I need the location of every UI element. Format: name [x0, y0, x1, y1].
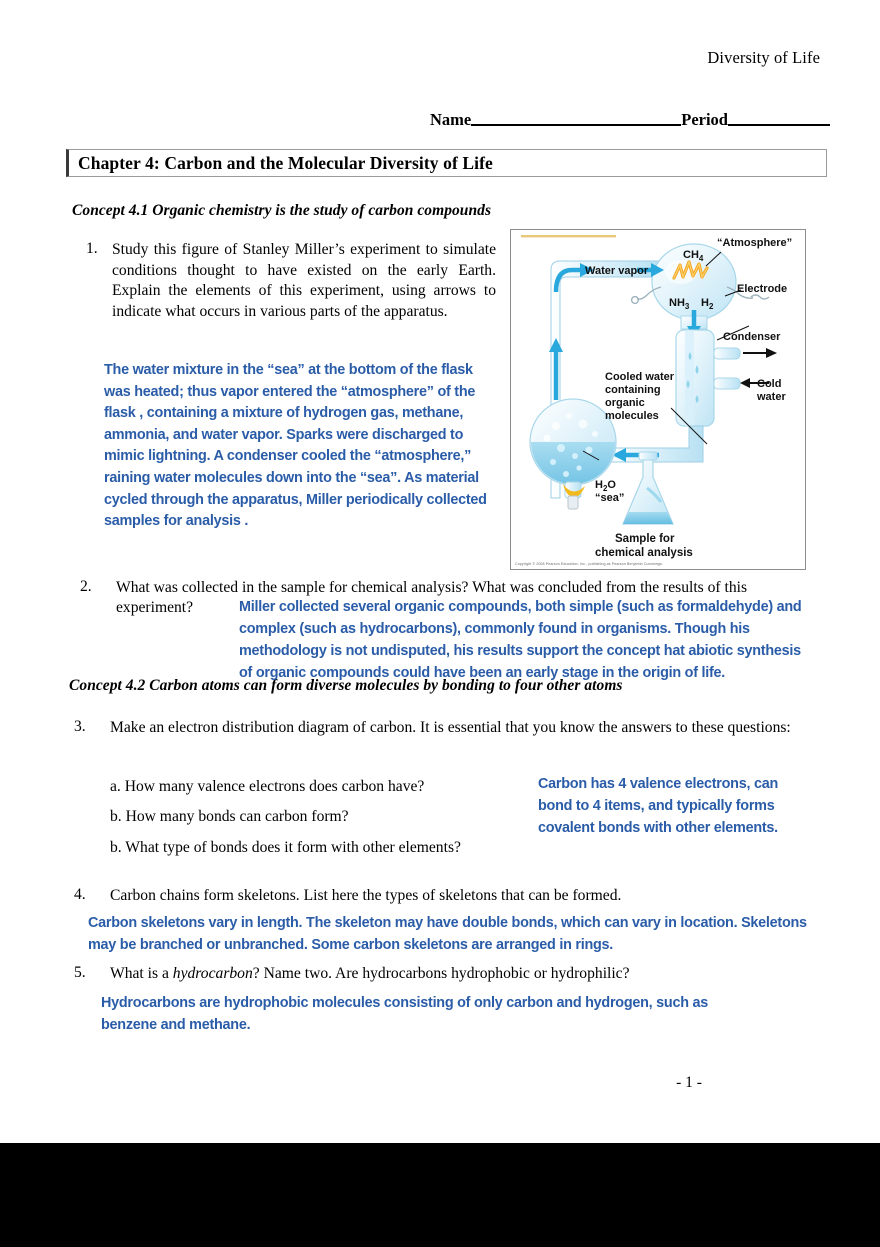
question-1-number: 1. [86, 240, 98, 257]
figure-label-sample-2: chemical analysis [595, 547, 693, 559]
question-3-number: 3. [74, 718, 86, 735]
answer-4: Carbon skeletons vary in length. The skeleton may have double bonds, which can vary in location. Skeletons may be branched or unbranched. Some carbon skeletons are arranged in rings. [88, 915, 807, 953]
period-label: Period [681, 110, 728, 129]
figure-label-atmosphere: “Atmosphere” [717, 237, 793, 249]
answer-5: Hydrocarbons are hydrophobic molecules consisting of only carbon and hydrogen, such as benzene and methane. [101, 995, 709, 1033]
viewport-letterbox-bottom [0, 1143, 880, 1247]
miller-experiment-figure [510, 229, 806, 570]
figure-label-electrode: Electrode [737, 283, 788, 295]
answer-2: Miller collected several organic compounds, both simple (such as formaldehyde) and complex (such as hydrocarbons), commonly found in organisms. Though his methodology is not undisputed, his results support the concept hat abiotic synthesis of organic compounds could have been an early stage in the origin of life. [239, 599, 802, 681]
name-blank[interactable] [471, 124, 681, 126]
figure-label-ch4: $CH_4$ [683, 249, 704, 263]
question-5-number: 5. [74, 964, 86, 981]
figure-label-sample-1: Sample for [615, 533, 675, 545]
question-4-number: 4. [74, 886, 86, 903]
figure-label-nh3: $NH_3$ [669, 297, 690, 311]
figure-label-cooled-1: Cooled water [605, 371, 675, 383]
question-3-text: Make an electron distribution diagram of carbon. It is essential that you know the answers to these questions: [110, 719, 791, 736]
figure-label-cooled-2: containing [605, 384, 661, 396]
question-4-text: Carbon chains form skeletons. List here the types of skeletons that can be formed. [110, 887, 622, 904]
name-label: Name [430, 110, 472, 129]
figure-label-cold-water: water [757, 391, 786, 403]
question-1-text: Study this figure of Stanley Miller’s experiment to simulate conditions thought to have existed on the early Earth. Explain the elements of this experiment, using arrows to indicate what occurs in various parts of the apparatus. [112, 241, 496, 321]
figure-label-h2: $H_2$ [701, 297, 714, 311]
question-5-text [110, 964, 810, 985]
question-2-text: What was collected in the sample for chemical analysis? What was concluded from the results of this [116, 579, 748, 596]
concept-heading-4-2: Concept 4.2 Carbon atoms can form diverse molecules by bonding to four other atoms [69, 677, 623, 694]
question-3-sub-a: a. How many valence electrons does carbon have? [110, 778, 425, 795]
answer-3: Carbon has 4 valence electrons, can bond to 4 items, and typically forms covalent bonds with other elements. [538, 776, 778, 836]
figure-label-cooled-3: organic [605, 397, 645, 409]
question-5-term: hydrocarbon [172, 965, 253, 982]
figure-copyright: Copyright © 2008 Pearson Education, Inc., publishing as Pearson Benjamin Cummings. [515, 562, 663, 566]
period-blank[interactable] [728, 124, 830, 126]
figure-label-h2o: $H_2O$ [595, 479, 616, 493]
name-period-line [430, 110, 830, 130]
answer-1: The water mixture in the “sea” at the bottom of the flask was heated; thus vapor entered the “atmosphere” of the flask , containing a mixture of hydrogen gas, methane, ammonia, and water vapor. Sparks were discharged to mimic lightning. A condenser cooled the “atmosphere,” raining water molecules down into the “sea”. As material cycled through the apparatus, Miller periodically collected samples for analysis . [104, 362, 487, 530]
figure-label-cold: Cold [757, 378, 782, 390]
running-head: Diversity of Life [707, 48, 820, 67]
figure-label-sea: “sea” [595, 492, 625, 504]
figure-label-condenser: Condenser [723, 331, 781, 343]
page-footer [0, 1074, 880, 1092]
page-number: - 1 - [676, 1074, 702, 1091]
question-2-number: 2. [80, 578, 92, 595]
figure-label-water-vapor: Water vapor [585, 265, 649, 277]
question-5-text-before: What is a [110, 965, 173, 982]
chapter-title: Chapter 4: Carbon and the Molecular Diversity of Life [78, 152, 493, 173]
question-3-sub-c: b. What type of bonds does it form with other elements? [110, 839, 461, 856]
question-3-sub-b: b. How many bonds can carbon form? [110, 808, 349, 825]
figure-label-cooled-4: molecules [605, 410, 659, 422]
chapter-title-box [66, 149, 827, 177]
figure-accent-rule [521, 235, 616, 237]
question-2-text-continued: experiment? [116, 599, 194, 616]
concept-heading-4-1: Concept 4.1 Organic chemistry is the study of carbon compounds [72, 202, 492, 219]
question-5-text-after: ? Name two. Are hydrocarbons hydrophobic or hydrophilic? [252, 965, 630, 982]
